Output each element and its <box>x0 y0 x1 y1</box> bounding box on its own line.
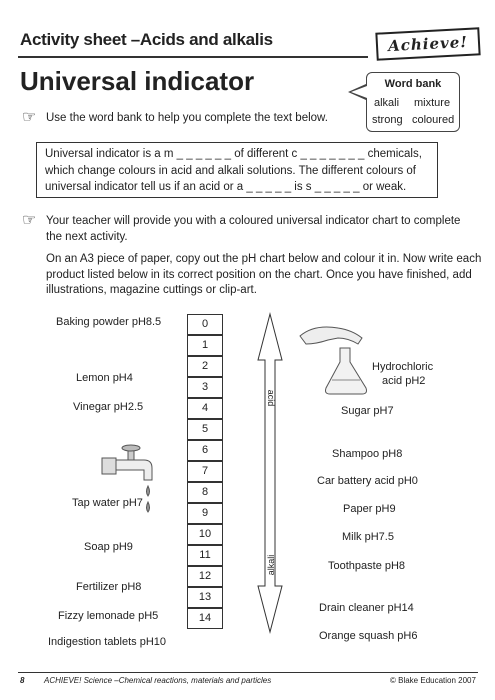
ph-cell: 7 <box>187 461 223 482</box>
ph-cell: 0 <box>187 314 223 335</box>
product-label: Indigestion tablets pH10 <box>48 636 167 648</box>
instruction-1: Use the word bank to help you complete the text below. <box>46 112 328 124</box>
product-label: Soap pH9 <box>84 541 133 553</box>
product-label: Paper pH9 <box>343 503 396 515</box>
product-label: Sugar pH7 <box>341 405 394 417</box>
instruction-2-line: Your teacher will provide you with a coloured universal indicator chart to complete <box>46 215 461 227</box>
tap-icon <box>100 440 170 525</box>
word-bank-title: Word bank <box>384 78 442 90</box>
ph-cell: 12 <box>187 566 223 587</box>
ph-cell: 10 <box>187 524 223 545</box>
pointing-hand-icon: ☞ <box>22 109 37 126</box>
activity-paragraph <box>46 252 481 299</box>
word-bank-word: strong <box>372 114 403 126</box>
cloze-text-box <box>36 142 438 198</box>
ph-cell: 8 <box>187 482 223 503</box>
ph-cell: 13 <box>187 587 223 608</box>
product-label: Orange squash pH6 <box>319 630 418 642</box>
word-bank-word: coloured <box>412 114 455 126</box>
product-label: Hydrochloric <box>372 361 434 373</box>
product-label: Tap water pH7 <box>72 497 143 509</box>
ph-cell: 9 <box>187 503 223 524</box>
ph-cell: 1 <box>187 335 223 356</box>
ph-cell: 11 <box>187 545 223 566</box>
ph-cell: 4 <box>187 398 223 419</box>
product-label: acid pH2 <box>382 375 426 387</box>
series-title: ACHIEVE! Science –Chemical reactions, materials and particles <box>44 676 272 685</box>
product-label: Drain cleaner pH14 <box>319 602 414 614</box>
product-label: Baking powder pH8.5 <box>56 316 162 328</box>
product-label: Vinegar pH2.5 <box>73 401 144 413</box>
ph-cell: 2 <box>187 356 223 377</box>
ph-cell: 3 <box>187 377 223 398</box>
word-bank-word: alkali <box>374 97 400 109</box>
acid-alkali-arrow <box>255 312 285 634</box>
alkali-label: alkali <box>266 554 276 576</box>
product-label: Car battery acid pH0 <box>317 475 418 487</box>
product-label: Lemon pH4 <box>76 372 133 384</box>
product-label: Shampoo pH8 <box>332 448 403 460</box>
paragraph-line: illustrations, magazine cuttings or clip-art. <box>46 284 257 296</box>
product-label: Fizzy lemonade pH5 <box>58 610 159 622</box>
header-divider <box>18 56 368 58</box>
product-label: Milk pH7.5 <box>342 531 394 543</box>
cloze-line: which change colours in acid and alkali solutions. The different colours of <box>45 164 416 177</box>
product-label: Toothpaste pH8 <box>328 560 406 572</box>
ph-cell: 5 <box>187 419 223 440</box>
page-title: Universal indicator <box>20 66 255 96</box>
copyright: © Blake Education 2007 <box>390 676 476 685</box>
sheet-title: Activity sheet –Acids and alkalis <box>20 30 273 49</box>
achieve-badge: Achieve! <box>375 27 480 60</box>
word-bank-word: mixture <box>414 97 451 109</box>
ph-cell: 14 <box>187 608 223 629</box>
acid-label: acid <box>266 389 276 407</box>
cloze-line: Universal indicator is a m _ _ _ _ _ _ of different c _ _ _ _ _ _ _ chemicals, <box>45 148 422 160</box>
paragraph-line: On an A3 piece of paper, copy out the pH chart below and colour it in. Now write each <box>46 253 482 265</box>
instruction-2 <box>46 213 460 245</box>
cloze-line: universal indicator tell us if an acid or a _ _ _ _ _ is s _ _ _ _ _ or weak. <box>45 181 407 193</box>
hand-flask-icon <box>292 318 374 400</box>
paragraph-line: product listed below in its correct position on the chart. Once you have finished, add <box>46 268 472 281</box>
pointing-hand-icon: ☞ <box>22 212 37 229</box>
page-number: 8 <box>20 676 25 685</box>
product-label: Fertilizer pH8 <box>76 581 142 593</box>
word-bank <box>366 72 460 132</box>
ph-cell: 6 <box>187 440 223 461</box>
speech-tail-inner <box>351 86 367 98</box>
instruction-2-line: the next activity. <box>46 231 128 243</box>
footer-divider <box>18 672 478 673</box>
